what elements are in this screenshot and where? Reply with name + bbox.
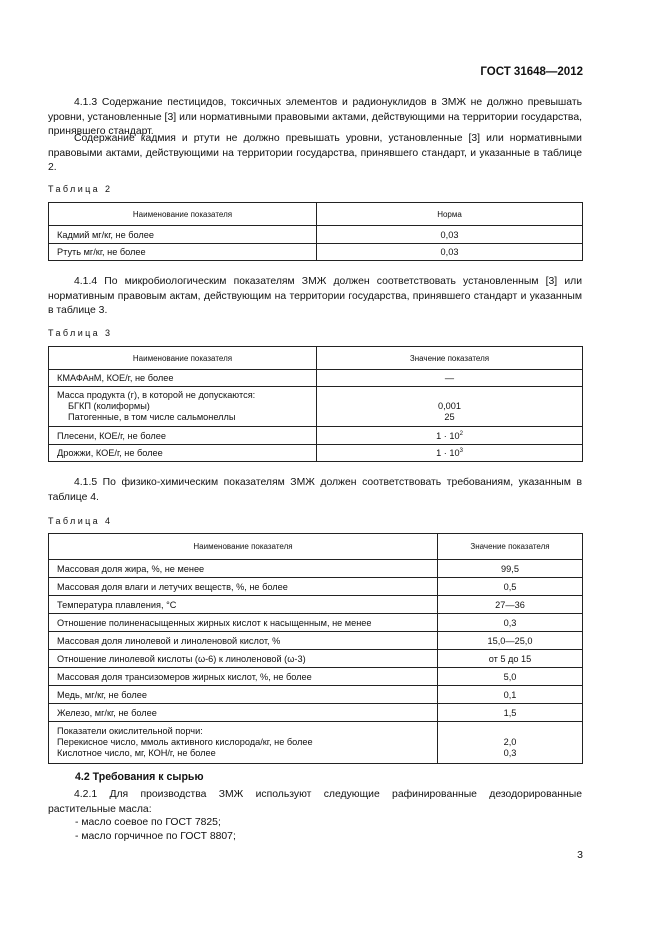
table-row (49, 370, 583, 387)
cell-name: Железо, мг/кг, не более (49, 704, 438, 722)
cell-name: Масса продукта (г), в которой не допускаются: (57, 390, 256, 400)
table-3-caption: Таблица 3 (48, 328, 113, 338)
paragraph-4-1-4: 4.1.4 По микробиологическим показателям ЗМЖ должен соответствовать установленным [3] или нормативным правовым актам, действующим на территории государства, принявшего стандарт и указанным в таблице 3. (48, 276, 582, 317)
table-row (49, 668, 583, 686)
cell-subname: Кислотное число, мг, КОН/г, не более (57, 748, 216, 758)
cell-name: Отношение полиненасыщенных жирных кислот к насыщенным, не менее (49, 614, 438, 632)
cell-value: 0,3 (503, 748, 517, 758)
cell-value: — (317, 370, 583, 387)
cell-value: 5,0 (438, 668, 583, 686)
cell-name: Дрожжи, КОЕ/г, не более (49, 445, 317, 462)
table-row (49, 578, 583, 596)
exponent: 3 (459, 448, 463, 454)
table-3 (48, 346, 583, 462)
cell-name: Медь, мг/кг, не более (49, 686, 438, 704)
table-2-caption: Таблица 2 (48, 184, 113, 194)
table-4-header-name: Наименование показателя (49, 534, 438, 560)
cell-value: 1,5 (438, 704, 583, 722)
cell-name: Массовая доля трансизомеров жирных кислот, %, не более (49, 668, 438, 686)
cell-name: Кадмий мг/кг, не более (49, 226, 317, 244)
cell-subname: Перекисное число, ммоль активного кислорода/кг, не более (57, 737, 313, 747)
table-row (49, 445, 583, 462)
table-2-header-name: Наименование показателя (49, 203, 317, 226)
paragraph-cadmium-mercury: Содержание кадмия и ртути не должно превышать уровни, установленные [3] или нормативными правовыми актами, действующими на территории государства, принявшего стандарт, и указанные в таблице 2. (48, 133, 582, 174)
table-row (49, 704, 583, 722)
table-row (49, 244, 583, 261)
cell-name: Ртуть мг/кг, не более (49, 244, 317, 261)
table-row (49, 722, 583, 764)
cell-value: 0,1 (438, 686, 583, 704)
table-4-header-value: Значение показателя (438, 534, 583, 560)
table-row (49, 614, 583, 632)
cell-name: Массовая доля влаги и летучих веществ, %, не более (49, 578, 438, 596)
cell-name: Показатели окислительной порчи: (57, 726, 203, 736)
paragraph-4-1-3: 4.1.3 Содержание пестицидов, токсичных элементов и радионуклидов в ЗМЖ не должно превышать уровни, установленные [3] или нормативными правовыми актами, действующими на территории государства, принявшего стандарт. (48, 97, 582, 138)
cell-value: 99,5 (438, 560, 583, 578)
table-3-header-name: Наименование показателя (49, 347, 317, 370)
cell-name: Плесени, КОЕ/г, не более (49, 427, 317, 445)
table-row (49, 560, 583, 578)
paragraph-4-2-1: 4.2.1 Для производства ЗМЖ используют следующие рафинированные дезодорированные растительные масла: (48, 789, 582, 815)
cell-value: 0,3 (438, 614, 583, 632)
list-item: - масло соевое по ГОСТ 7825; (75, 817, 221, 828)
table-row (49, 387, 583, 427)
cell-value: 2,0 (503, 737, 517, 747)
cell-value: 0,03 (317, 244, 583, 261)
table-2-header-value: Норма (317, 203, 583, 226)
cell-name: Массовая доля линолевой и линоленовой кислот, % (49, 632, 438, 650)
cell-value: 0,5 (438, 578, 583, 596)
cell-name: Массовая доля жира, %, не менее (49, 560, 438, 578)
cell-value: 0,001 (438, 401, 461, 411)
exponent: 2 (459, 430, 463, 437)
cell-value: 1 · 10 (436, 430, 460, 441)
cell-name: Отношение линолевой кислоты (ω-6) к линоленовой (ω-3) (49, 650, 438, 668)
table-row (49, 650, 583, 668)
cell-subname: Патогенные, в том числе сальмонеллы (68, 412, 236, 422)
cell-value: 15,0—25,0 (438, 632, 583, 650)
cell-value: 25 (444, 412, 455, 422)
table-row (49, 226, 583, 244)
section-heading-4-2: 4.2 Требования к сырью (75, 771, 204, 783)
cell-subname: БГКП (колиформы) (68, 401, 150, 411)
paragraph-4-1-5: 4.1.5 По физико-химическим показателям ЗМЖ должен соответствовать требованиям, указанным в таблице 4. (48, 477, 582, 503)
cell-value: 0,03 (317, 226, 583, 244)
document-code: ГОСТ 31648—2012 (480, 66, 583, 78)
table-row (49, 427, 583, 445)
table-row (49, 596, 583, 614)
table-row (49, 632, 583, 650)
list-item: - масло горчичное по ГОСТ 8807; (75, 831, 236, 842)
table-2 (48, 202, 583, 261)
table-4-caption: Таблица 4 (48, 516, 113, 526)
cell-name: Температура плавления, °С (49, 596, 438, 614)
cell-value: 27—36 (438, 596, 583, 614)
table-4 (48, 533, 583, 764)
cell-value: 1 · 10 (436, 448, 460, 458)
table-row (49, 686, 583, 704)
table-3-header-value: Значение показателя (317, 347, 583, 370)
cell-name: КМАФАнМ, КОЕ/г, не более (49, 370, 317, 387)
page-number: 3 (577, 849, 583, 861)
cell-value: от 5 до 15 (438, 650, 583, 668)
